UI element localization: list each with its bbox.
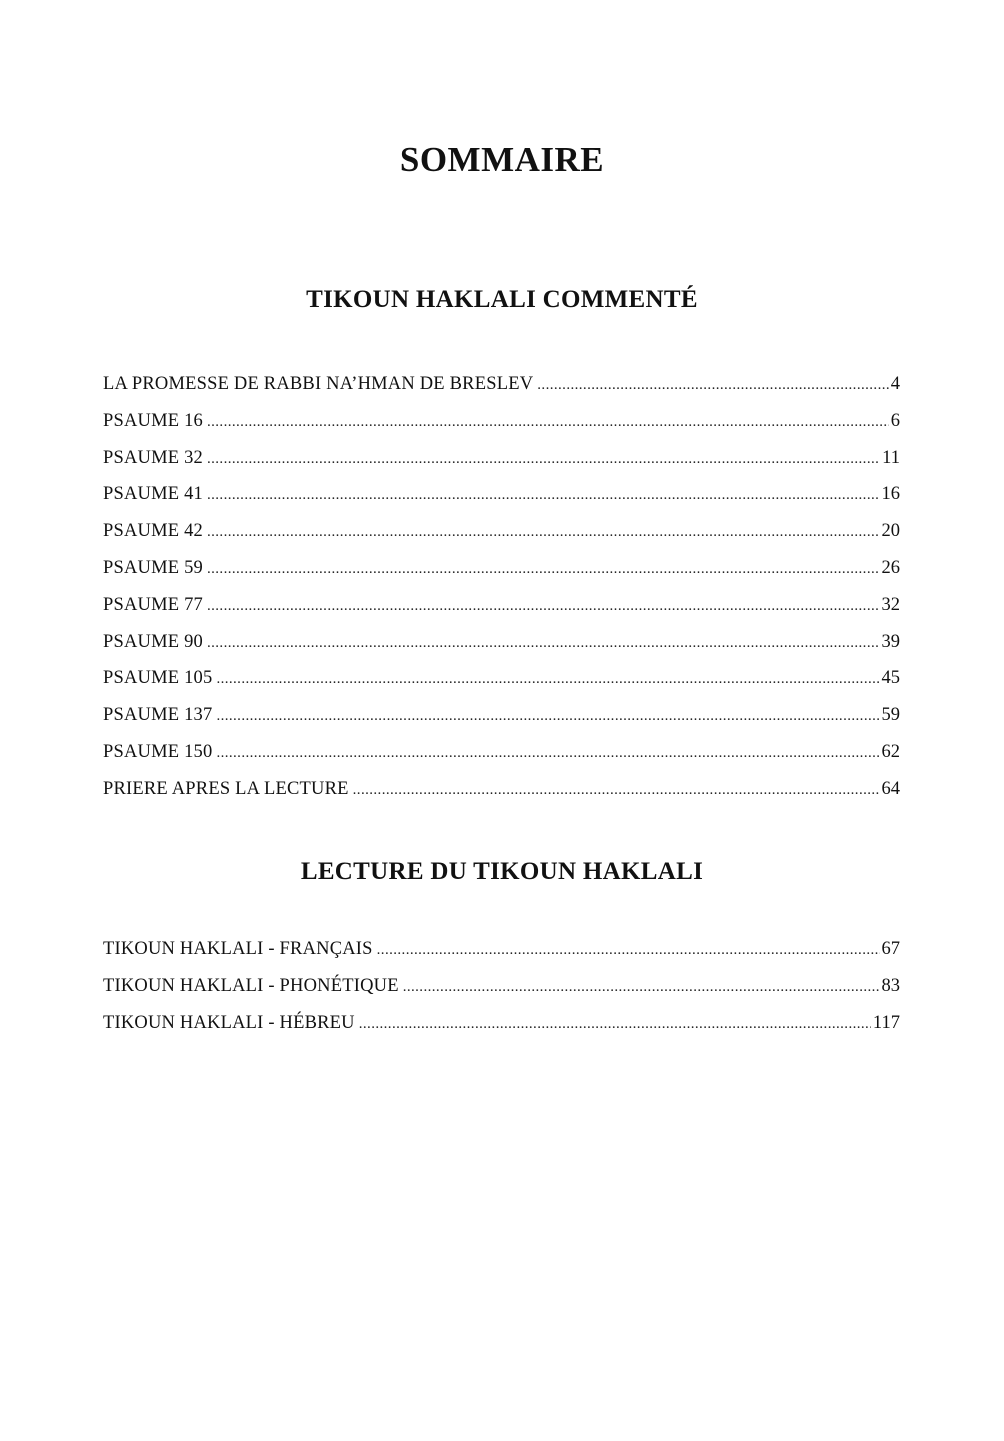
toc-entry-label: PSAUME 16 <box>103 410 203 431</box>
toc-entry[interactable] <box>103 777 900 814</box>
toc-page-number: 39 <box>881 631 900 652</box>
toc-entry[interactable] <box>103 974 900 1011</box>
toc-page-number: 6 <box>890 410 900 431</box>
section-title-lecture: LECTURE DU TIKOUN HAKLALI <box>300 858 704 885</box>
toc-list-lecture <box>103 937 900 1047</box>
page-title: SOMMAIRE <box>399 140 605 179</box>
toc-dot-leader <box>377 937 880 961</box>
toc-page-number: 20 <box>881 521 900 542</box>
toc-page-number: 59 <box>881 705 900 726</box>
toc-dot-leader <box>216 703 879 727</box>
toc-page-number: 45 <box>881 668 900 689</box>
toc-entry[interactable] <box>103 482 900 519</box>
toc-dot-leader <box>207 556 880 580</box>
toc-entry-label: PSAUME 90 <box>103 631 203 652</box>
toc-entry[interactable] <box>103 740 900 777</box>
toc-dot-leader <box>216 666 879 690</box>
toc-entry[interactable] <box>103 666 900 703</box>
toc-page-number: 117 <box>872 1012 900 1033</box>
toc-entry[interactable] <box>103 556 900 593</box>
toc-entry-label: PSAUME 59 <box>103 557 203 578</box>
toc-page-number: 67 <box>881 939 900 959</box>
toc-entry-label: PSAUME 150 <box>103 741 213 762</box>
toc-page-number: 26 <box>881 557 900 578</box>
toc-page-number: 4 <box>890 374 900 394</box>
toc-list-commente <box>103 372 900 814</box>
toc-entry[interactable] <box>103 446 900 483</box>
toc-dot-leader <box>216 740 879 764</box>
toc-entry[interactable] <box>103 630 900 667</box>
toc-entry-label: TIKOUN HAKLALI - PHONÉTIQUE <box>103 975 399 996</box>
toc-entry-label: PSAUME 41 <box>103 484 203 505</box>
toc-dot-leader <box>359 1011 871 1035</box>
toc-entry-label: PSAUME 32 <box>103 447 203 468</box>
toc-entry-label: PSAUME 42 <box>103 521 203 542</box>
toc-entry[interactable] <box>103 372 900 409</box>
toc-entry-label: PSAUME 105 <box>103 668 213 689</box>
toc-dot-leader <box>207 519 880 543</box>
toc-page-number: 83 <box>881 975 900 996</box>
toc-entry-label: TIKOUN HAKLALI - FRANÇAIS <box>103 939 373 959</box>
toc-entry[interactable] <box>103 1011 900 1048</box>
toc-dot-leader <box>353 777 880 801</box>
toc-page-number: 32 <box>881 594 900 615</box>
toc-dot-leader <box>207 630 880 654</box>
toc-dot-leader <box>207 409 889 433</box>
toc-dot-leader <box>207 593 880 617</box>
toc-dot-leader <box>403 974 880 998</box>
toc-entry-label: PRIERE APRES LA LECTURE <box>103 778 349 799</box>
section-title-commente: TIKOUN HAKLALI COMMENTÉ <box>306 286 698 313</box>
toc-page-number: 11 <box>882 447 900 468</box>
toc-dot-leader <box>537 372 888 396</box>
toc-page-number: 62 <box>881 741 900 762</box>
toc-entry[interactable] <box>103 703 900 740</box>
toc-dot-leader <box>207 482 880 506</box>
toc-page-number: 16 <box>881 484 900 505</box>
toc-dot-leader <box>207 446 880 470</box>
toc-entry-label: PSAUME 137 <box>103 705 213 726</box>
toc-entry[interactable] <box>103 519 900 556</box>
toc-entry[interactable] <box>103 593 900 630</box>
toc-page-number: 64 <box>881 778 900 799</box>
toc-entry-label: TIKOUN HAKLALI - HÉBREU <box>103 1012 355 1033</box>
toc-entry-label: LA PROMESSE DE RABBI NA’HMAN DE BRESLEV <box>103 374 534 394</box>
toc-entry-label: PSAUME 77 <box>103 594 203 615</box>
toc-entry[interactable] <box>103 409 900 446</box>
toc-entry[interactable] <box>103 937 900 974</box>
